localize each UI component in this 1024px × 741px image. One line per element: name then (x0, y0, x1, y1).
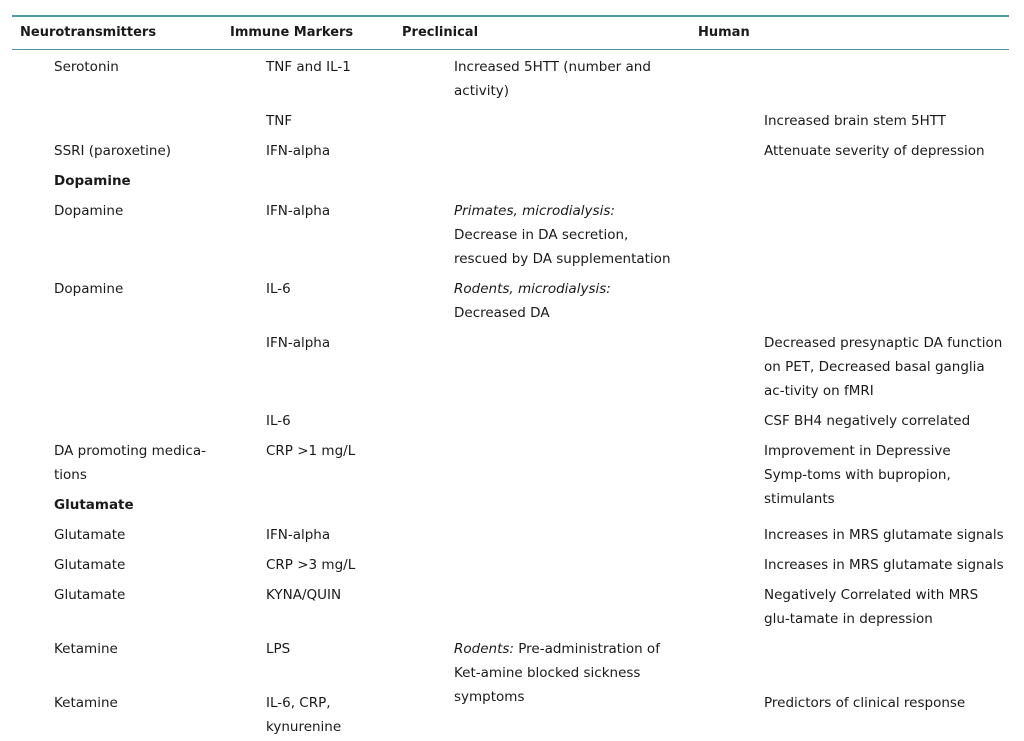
cell-human: CSF BH4 negatively correlated (764, 413, 971, 429)
cell-immune-marker: IL-6 (266, 413, 291, 429)
cell-neurotransmitter: Glutamate (54, 557, 126, 573)
cell-human: Improvement in Depressive Symp-toms with bupropion, stimulants (764, 443, 951, 507)
section-heading: Dopamine (54, 173, 131, 189)
cell-immune-marker: LPS (266, 641, 291, 657)
preclinical-text: Decreased DA (454, 305, 550, 321)
cell-preclinical (454, 55, 669, 103)
preclinical-model: Primates, microdialysis: (454, 203, 615, 219)
cell-preclinical (454, 277, 679, 325)
cell-neurotransmitter: Dopamine (54, 281, 124, 297)
cell-immune-marker: IL-6 (266, 281, 291, 297)
cell-immune-marker: IFN-alpha (266, 527, 331, 543)
cell-immune-marker: CRP >1 mg/L (266, 443, 356, 459)
cell-human: Increased brain stem 5HTT (764, 113, 947, 129)
cell-neurotransmitter: SSRI (paroxetine) (54, 143, 172, 159)
cell-neurotransmitter: Serotonin (54, 59, 119, 75)
cell-human: Attenuate severity of depression (764, 143, 985, 159)
cell-human: Increases in MRS glutamate signals (764, 557, 1004, 573)
preclinical-text: Pre-administration of Ket-amine blocked sickness symptoms (454, 641, 660, 705)
cell-immune-marker: KYNA/QUIN (266, 587, 342, 603)
cell-preclinical (454, 637, 690, 709)
table-top-rule (12, 15, 1009, 17)
preclinical-model: Rodents: (454, 641, 514, 657)
cell-neurotransmitter: DA promoting medica-tions (54, 443, 206, 483)
preclinical-text: Increased 5HTT (number and activity) (454, 59, 651, 99)
cell-human: Decreased presynaptic DA function on PET, Decreased basal ganglia ac-tivity on fMRI (764, 335, 1003, 399)
cell-human: Increases in MRS glutamate signals (764, 527, 1004, 543)
cell-immune-marker: IFN-alpha (266, 335, 331, 351)
cell-neurotransmitter: Ketamine (54, 695, 118, 711)
cell-immune-marker: IL-6, CRP, kynurenine (266, 695, 342, 735)
cell-neurotransmitter: Glutamate (54, 527, 126, 543)
cell-human: Predictors of clinical response (764, 695, 966, 711)
cell-immune-marker: IFN-alpha (266, 143, 331, 159)
cell-immune-marker: CRP >3 mg/L (266, 557, 356, 573)
cell-immune-marker: IFN-alpha (266, 203, 331, 219)
cell-neurotransmitter: Ketamine (54, 641, 118, 657)
header-rule (12, 49, 1009, 50)
cell-human: Negatively Correlated with MRS glu-tamate in depression (764, 587, 979, 627)
header-preclinical: Preclinical (402, 25, 479, 40)
header-human: Human (698, 25, 750, 40)
cell-preclinical (454, 199, 674, 271)
cell-neurotransmitter: Dopamine (54, 203, 124, 219)
preclinical-model: Rodents, microdialysis: (454, 281, 611, 297)
header-immune-markers: Immune Markers (230, 25, 354, 40)
cell-immune-marker: TNF (266, 113, 293, 129)
cell-immune-marker: TNF and IL-1 (266, 59, 351, 75)
preclinical-text: Decrease in DA secretion, rescued by DA supplementation (454, 227, 671, 267)
cell-neurotransmitter: Glutamate (54, 587, 126, 603)
header-neurotransmitters: Neurotransmitters (20, 25, 157, 40)
section-heading: Glutamate (54, 497, 134, 513)
